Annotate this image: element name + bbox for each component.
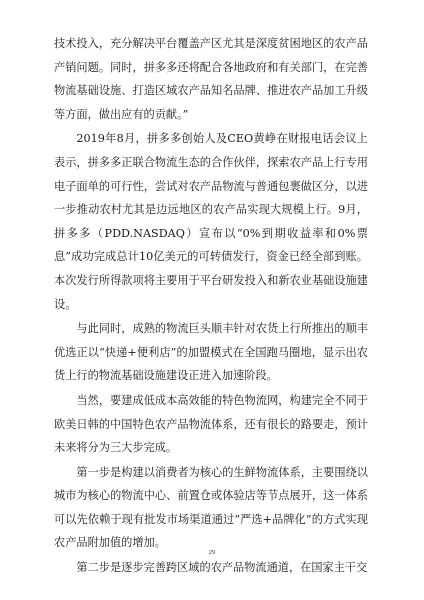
paragraph-6: 第二步是逐步完善跨区域的农产品物流通道，在国家主干交 — [76, 561, 368, 575]
body-text — [54, 32, 368, 581]
paragraph-3: 与此同时，成熟的物流巨头顺丰针对农货上行所推出的顺丰优选正以“快递+便利店”的加盟模式在全国跑马圈地，显示出农货上行的物流基础设施建设正进入加速阶段。 — [54, 322, 368, 383]
paragraph-1: 技术投入，充分解决平台覆盖产区尤其是深度贫困地区的农产品产销问题。同时，拼多多还将配合各地政府和有关部门，在完善物流基础设施、打造区域农产品知名品牌、推进农产品加工升级等方面，做出应有的贡献。” — [54, 37, 368, 121]
paragraph-2: 2019年8月，拼多多创始人及CEO黄峥在财报电话会议上表示，拼多多正联合物流生态的合作伙伴，探索农产品上行专用电子面单的可行性，尝试对农产品物流与普通包裹做区分，以进一步推动农村尤其是边远地区的农产品实现大规模上行。9月，拼多多（PDD.NASDAQ）宣布以“0%到期收益率和0%票息”成功完成总计10亿美元的可转债发行，资金已经全部到账。本次发行所得款项将主要用于平台研发投入和新农业基础设施建设。 — [54, 132, 368, 311]
paragraph-5: 第一步是构建以消费者为核心的生鲜物流体系，主要围绕以城市为核心的物流中心、前置仓或体验店等节点展开，这一体系可以先依赖于现有批发市场渠道通过“严选+品牌化”的方式实现农产品附加值的增加。 — [54, 465, 368, 550]
paragraph-4: 当然，要建成低成本高效能的特色物流网，构建完全不同于欧美日韩的中国特色农产品物流体系，还有很长的路要走，预计未来将分为三大步完成。 — [54, 393, 368, 455]
page-number: 29 — [208, 549, 216, 556]
